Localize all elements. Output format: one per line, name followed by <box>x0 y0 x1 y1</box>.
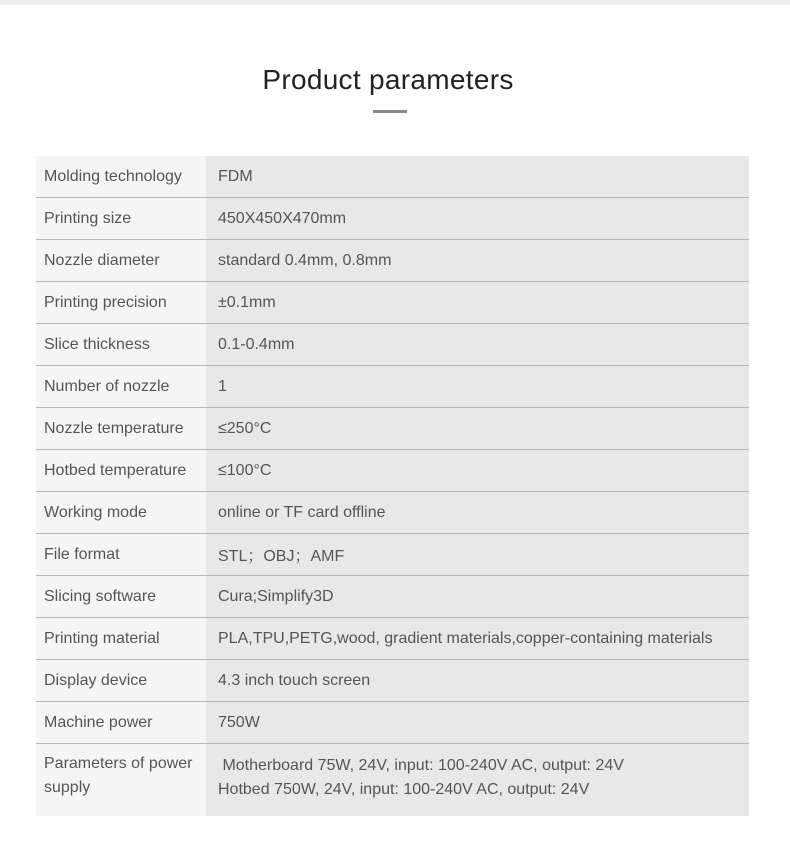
row-label: Nozzle diameter <box>36 240 206 281</box>
row-value: STL；OBJ；AMF <box>218 548 345 565</box>
page-title: Product parameters <box>262 64 514 95</box>
row-value: ≤250°C <box>218 419 272 437</box>
table-row <box>36 576 749 618</box>
table-row <box>36 660 749 702</box>
power-supply-motherboard: Motherboard 75W, 24V, input: 100-240V AC, output: 24V <box>218 757 624 774</box>
row-value: standard 0.4mm, 0.8mm <box>218 251 392 269</box>
row-value: 4.3 inch touch screen <box>218 671 371 689</box>
row-value: ≤100°C <box>218 461 272 479</box>
row-label: Parameters of power supply <box>36 744 206 816</box>
table-row <box>36 450 749 492</box>
row-label: Hotbed temperature <box>36 450 206 491</box>
table-row <box>36 408 749 450</box>
row-value: ±0.1mm <box>218 293 276 311</box>
row-value: PLA,TPU,PETG,wood, gradient materials,copper-containing materials <box>218 629 713 647</box>
row-label: Slice thickness <box>36 324 206 365</box>
row-value: online or TF card offline <box>218 503 386 521</box>
row-label: Nozzle temperature <box>36 408 206 449</box>
row-label: Display device <box>36 660 206 701</box>
row-value: 1 <box>218 377 227 395</box>
table-row <box>36 198 749 240</box>
table-row <box>36 366 749 408</box>
title-underline <box>373 110 407 113</box>
row-label: Working mode <box>36 492 206 533</box>
row-value: 750W <box>218 713 260 731</box>
table-row <box>36 534 749 576</box>
row-value: 0.1-0.4mm <box>218 335 295 353</box>
row-value: Cura;Simplify3D <box>218 587 334 605</box>
row-value <box>206 744 749 816</box>
table-row <box>36 240 749 282</box>
row-label: File format <box>36 534 206 575</box>
table-row <box>36 156 749 198</box>
table-row <box>36 324 749 366</box>
power-supply-hotbed: Hotbed 750W, 24V, input: 100-240V AC, output: 24V <box>218 781 590 798</box>
table-row-power-supply <box>36 744 749 816</box>
table-row <box>36 282 749 324</box>
row-value: 450X450X470mm <box>218 209 347 227</box>
row-label: Slicing software <box>36 576 206 617</box>
row-label: Printing precision <box>36 282 206 323</box>
table-row <box>36 618 749 660</box>
top-divider-bar <box>0 0 790 5</box>
row-label: Printing material <box>36 618 206 659</box>
row-value: FDM <box>218 167 253 185</box>
table-row <box>36 492 749 534</box>
table-row <box>36 702 749 744</box>
row-label: Molding technology <box>36 156 206 197</box>
row-label: Number of nozzle <box>36 366 206 407</box>
row-label: Machine power <box>36 702 206 743</box>
parameters-table <box>36 156 749 816</box>
row-label: Printing size <box>36 198 206 239</box>
